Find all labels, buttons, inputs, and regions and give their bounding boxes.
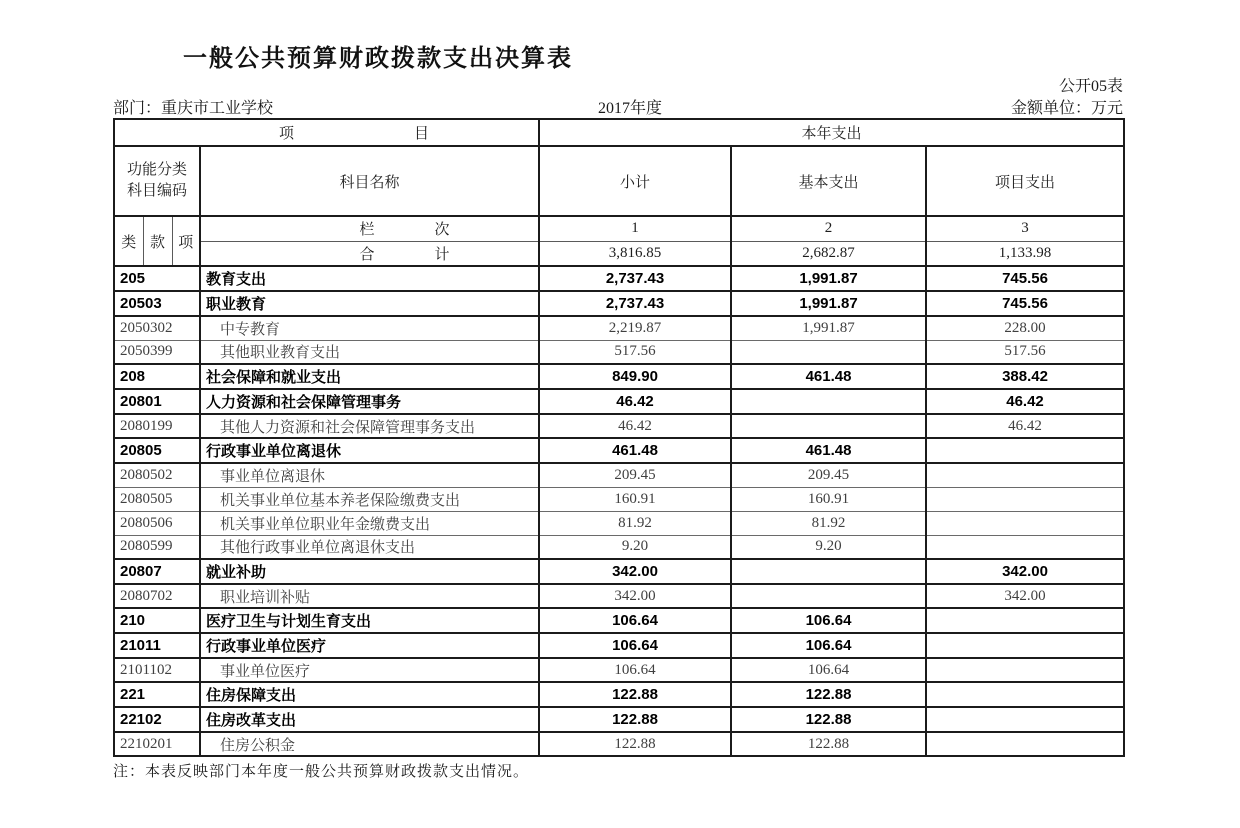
row-code: 2080502: [114, 463, 200, 487]
row-subtotal: 2,737.43: [539, 266, 731, 291]
row-project: 745.56: [926, 266, 1124, 291]
table-row: [114, 732, 1124, 756]
column-index-2: 2: [731, 216, 926, 241]
row-name: 医疗卫生与计划生育支出: [200, 608, 539, 633]
row-name: 职业培训补贴: [200, 584, 539, 608]
row-project: [926, 707, 1124, 732]
header-section: 款: [143, 216, 172, 266]
header-code-label-line1: 功能分类: [126, 162, 187, 178]
row-subtotal: 46.42: [539, 414, 731, 438]
header-column-index-label: 栏 次: [200, 216, 539, 241]
total-project: 1,133.98: [926, 241, 1124, 266]
row-project: 342.00: [926, 584, 1124, 608]
row-project: [926, 732, 1124, 756]
header-class: 类: [114, 216, 143, 266]
total-row-label: 合 计: [200, 241, 539, 266]
row-subtotal: 106.64: [539, 633, 731, 658]
row-code: 221: [114, 682, 200, 707]
table-row: [114, 438, 1124, 463]
row-name: 其他职业教育支出: [200, 340, 539, 364]
row-project: 745.56: [926, 291, 1124, 316]
row-basic: 209.45: [731, 463, 926, 487]
row-code: 2050399: [114, 340, 200, 364]
row-basic: 81.92: [731, 511, 926, 535]
row-code: 2080702: [114, 584, 200, 608]
row-subtotal: 461.48: [539, 438, 731, 463]
row-name: 中专教育: [200, 316, 539, 340]
header-project-expenditure: 项目支出: [926, 146, 1124, 216]
row-name: 住房保障支出: [200, 682, 539, 707]
row-code: 20801: [114, 389, 200, 414]
row-basic: 461.48: [731, 364, 926, 389]
row-subtotal: 122.88: [539, 707, 731, 732]
row-code: 2080599: [114, 535, 200, 559]
row-code: 210: [114, 608, 200, 633]
row-name: 住房改革支出: [200, 707, 539, 732]
table-row: [114, 682, 1124, 707]
table-row: [114, 414, 1124, 438]
row-project: [926, 463, 1124, 487]
form-code-label: 公开05表: [1058, 78, 1123, 95]
column-index-1: 1: [539, 216, 731, 241]
row-project: 46.42: [926, 389, 1124, 414]
table-row: [114, 658, 1124, 682]
row-subtotal: 2,737.43: [539, 291, 731, 316]
row-code: 20503: [114, 291, 200, 316]
table-row: [114, 291, 1124, 316]
row-project: [926, 682, 1124, 707]
row-subtotal: 209.45: [539, 463, 731, 487]
table-row: [114, 559, 1124, 584]
row-code: 2210201: [114, 732, 200, 756]
row-project: 342.00: [926, 559, 1124, 584]
row-subtotal: 342.00: [539, 584, 731, 608]
row-basic: [731, 584, 926, 608]
row-subtotal: 106.64: [539, 608, 731, 633]
table-row: [114, 511, 1124, 535]
row-subtotal: 9.20: [539, 535, 731, 559]
table-row: [114, 608, 1124, 633]
row-project: [926, 535, 1124, 559]
row-basic: 9.20: [731, 535, 926, 559]
header-column-row: [114, 146, 1124, 216]
row-name: 人力资源和社会保障管理事务: [200, 389, 539, 414]
total-basic: 2,682.87: [731, 241, 926, 266]
row-basic: [731, 389, 926, 414]
row-name: 机关事业单位职业年金缴费支出: [200, 511, 539, 535]
row-name: 其他人力资源和社会保障管理事务支出: [200, 414, 539, 438]
table-row: [114, 316, 1124, 340]
table-row: [114, 340, 1124, 364]
row-project: [926, 438, 1124, 463]
row-code: 2080505: [114, 487, 200, 511]
table-row: [114, 389, 1124, 414]
table-row: [114, 707, 1124, 732]
row-name: 行政事业单位离退休: [200, 438, 539, 463]
row-code: 205: [114, 266, 200, 291]
row-subtotal: 122.88: [539, 682, 731, 707]
unit-label: 金额单位：万元: [1010, 100, 1123, 117]
total-row: [114, 241, 1124, 266]
row-basic: 1,991.87: [731, 316, 926, 340]
row-subtotal: 160.91: [539, 487, 731, 511]
year-label: 2017年度: [598, 100, 663, 117]
row-subtotal: 81.92: [539, 511, 731, 535]
table-row: [114, 535, 1124, 559]
row-basic: 1,991.87: [731, 291, 926, 316]
row-code: 20805: [114, 438, 200, 463]
header-basic-expenditure: 基本支出: [731, 146, 926, 216]
row-basic: 122.88: [731, 707, 926, 732]
row-name: 教育支出: [200, 266, 539, 291]
department-label: 部门：重庆市工业学校: [113, 100, 274, 117]
row-project: 46.42: [926, 414, 1124, 438]
row-subtotal: 849.90: [539, 364, 731, 389]
row-name: 职业教育: [200, 291, 539, 316]
row-subtotal: 106.64: [539, 658, 731, 682]
header-subject-name: 科目名称: [200, 146, 539, 216]
table-row: [114, 584, 1124, 608]
row-code: 2080506: [114, 511, 200, 535]
row-code: 2050302: [114, 316, 200, 340]
header-current-year-group: 本年支出: [539, 119, 1124, 146]
row-code: 20807: [114, 559, 200, 584]
table-row: [114, 463, 1124, 487]
row-basic: 160.91: [731, 487, 926, 511]
row-project: [926, 658, 1124, 682]
page-title: 一般公共预算财政拨款支出决算表: [183, 45, 573, 72]
row-subtotal: 46.42: [539, 389, 731, 414]
row-basic: 106.64: [731, 608, 926, 633]
row-basic: 122.88: [731, 682, 926, 707]
row-basic: 1,991.87: [731, 266, 926, 291]
total-subtotal: 3,816.85: [539, 241, 731, 266]
row-project: 517.56: [926, 340, 1124, 364]
row-code: 2101102: [114, 658, 200, 682]
row-subtotal: 517.56: [539, 340, 731, 364]
header-item: 项: [172, 216, 200, 266]
row-project: [926, 511, 1124, 535]
budget-table: [113, 118, 1125, 757]
column-index-3: 3: [926, 216, 1124, 241]
row-name: 行政事业单位医疗: [200, 633, 539, 658]
header-project-group: 项 目: [114, 119, 539, 146]
row-project: [926, 633, 1124, 658]
row-name: 机关事业单位基本养老保险缴费支出: [200, 487, 539, 511]
row-basic: 106.64: [731, 633, 926, 658]
row-basic: 106.64: [731, 658, 926, 682]
row-basic: [731, 559, 926, 584]
row-subtotal: 2,219.87: [539, 316, 731, 340]
row-code: 208: [114, 364, 200, 389]
header-subtotal: 小计: [539, 146, 731, 216]
header-code-label-line2: 科目编码: [126, 183, 187, 199]
row-code: 22102: [114, 707, 200, 732]
row-name: 就业补助: [200, 559, 539, 584]
table-row: [114, 364, 1124, 389]
table-row: [114, 487, 1124, 511]
row-basic: [731, 414, 926, 438]
row-basic: [731, 340, 926, 364]
row-code: 21011: [114, 633, 200, 658]
row-code: 2080199: [114, 414, 200, 438]
row-project: 228.00: [926, 316, 1124, 340]
row-name: 其他行政事业单位离退休支出: [200, 535, 539, 559]
row-project: [926, 608, 1124, 633]
row-name: 事业单位离退休: [200, 463, 539, 487]
footer-note: 注：本表反映部门本年度一般公共预算财政拨款支出情况。: [113, 764, 530, 780]
header-group-row: [114, 119, 1124, 146]
table-row: [114, 266, 1124, 291]
meta-row: [113, 95, 1123, 117]
row-basic: 461.48: [731, 438, 926, 463]
table-row: [114, 633, 1124, 658]
row-name: 住房公积金: [200, 732, 539, 756]
row-project: 388.42: [926, 364, 1124, 389]
row-basic: 122.88: [731, 732, 926, 756]
row-name: 事业单位医疗: [200, 658, 539, 682]
row-subtotal: 122.88: [539, 732, 731, 756]
header-code-label: [114, 146, 200, 216]
row-name: 社会保障和就业支出: [200, 364, 539, 389]
row-project: [926, 487, 1124, 511]
header-index-row: [114, 216, 1124, 241]
row-subtotal: 342.00: [539, 559, 731, 584]
